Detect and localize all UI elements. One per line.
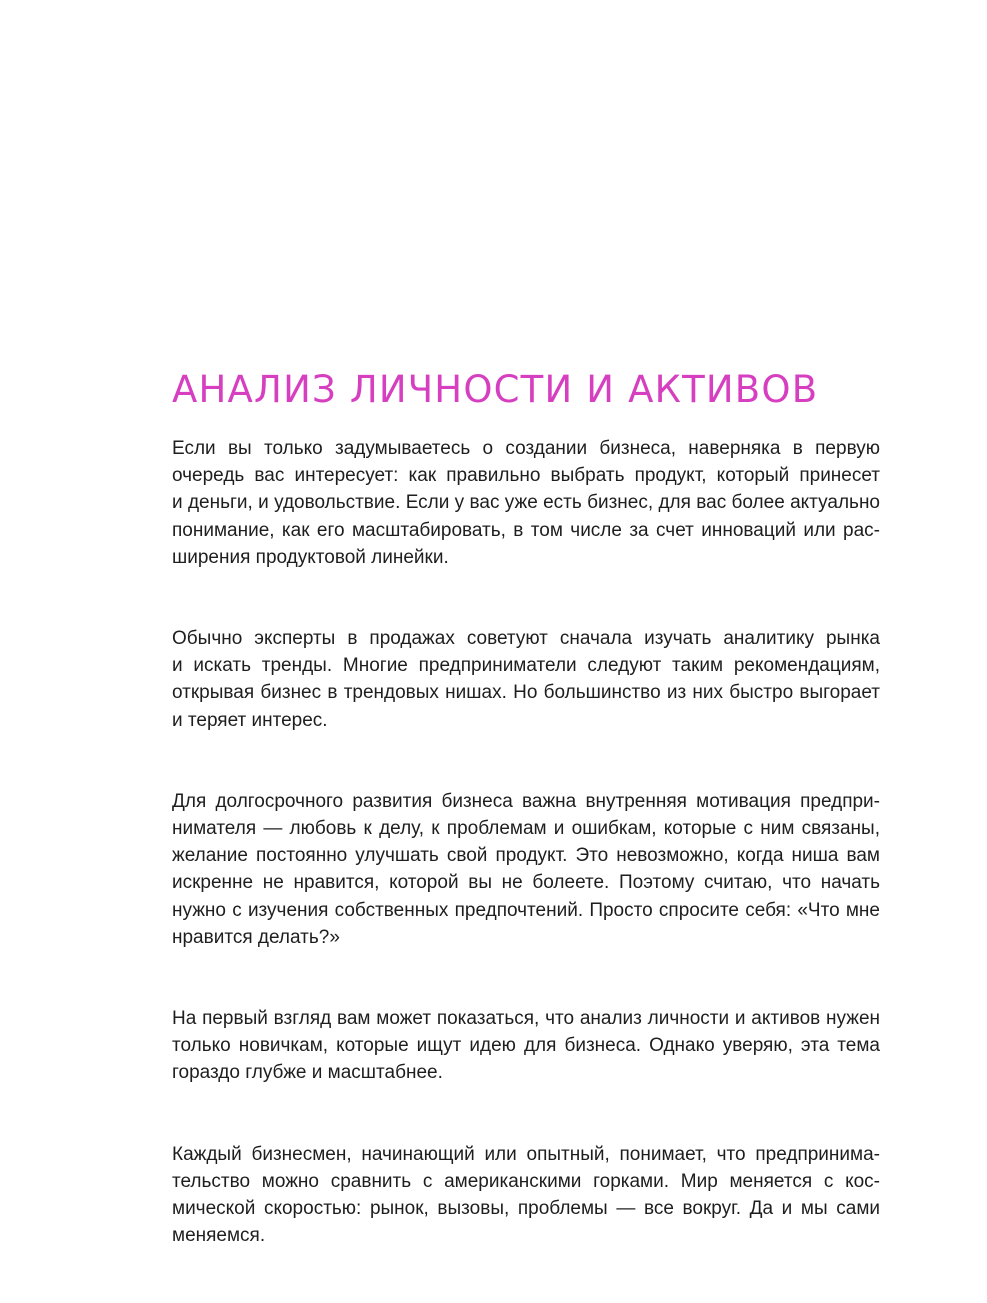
text-line: Для долгосрочного развития бизнеса важна внутренняя мотивация предпри- <box>172 790 880 812</box>
text-line: нимателя — любовь к делу, к проблемам и ошибкам, которые с ним связаны, <box>172 818 880 840</box>
text-line: нравится делать?» <box>172 926 340 948</box>
text-line: Если вы только задумываетесь о создании бизнеса, наверняка в первую <box>172 438 880 459</box>
text-line: понимание, как его масштабировать, в том числе за счет инноваций или рас- <box>172 519 880 541</box>
text-line: и теряет интерес. <box>172 709 328 731</box>
text-line: только новичкам, которые ищут идею для бизнеса. Однако уверяю, эта тема <box>172 1035 880 1057</box>
text-line: мической скоростью: рынок, вызовы, проблемы — все вокруг. Да и мы сами <box>172 1198 880 1220</box>
text-line: ширения продуктовой линейки. <box>172 546 449 568</box>
text-line: Каждый бизнесмен, начинающий или опытный, понимает, что предпринима- <box>172 1143 880 1165</box>
text-line: и деньги, и удовольствие. Если у вас уже есть бизнес, для вас более актуально <box>172 492 880 514</box>
text-line: искренне не нравится, которой вы не болеете. Поэтому считаю, что начать <box>172 872 880 894</box>
paragraph-2 <box>172 625 880 734</box>
text-line: тельство можно сравнить с американскими горками. Мир меняется с кос- <box>172 1170 880 1192</box>
text-line: нужно с изучения собственных предпочтений. Просто спросите себя: «Что мне <box>172 899 880 921</box>
text-line: На первый взгляд вам может показаться, что анализ личности и активов нужен <box>172 1008 880 1030</box>
paragraph-5 <box>172 1141 880 1250</box>
paragraph-3 <box>172 788 880 951</box>
chapter-title: АНАЛИЗ ЛИЧНОСТИ И АКТИВОВ <box>172 368 819 411</box>
text-line: Обычно эксперты в продажах советуют сначала изучать аналитику рынка <box>172 628 880 650</box>
text-line: очередь вас интересует: как правильно выбрать продукт, который принесет <box>172 465 880 487</box>
text-line: и искать тренды. Многие предприниматели следуют таким рекомендациям, <box>172 655 880 677</box>
text-line: открывая бизнес в трендовых нишах. Но большинство из них быстро выгорает <box>172 682 880 704</box>
body-text <box>172 435 880 1303</box>
text-line: гораздо глубже и масштабнее. <box>172 1062 443 1084</box>
text-line: желание постоянно улучшать свой продукт. Это невозможно, когда ниша вам <box>172 845 880 867</box>
paragraph-4 <box>172 1005 880 1087</box>
text-line: меняемся. <box>172 1225 266 1247</box>
paragraph-1 <box>172 435 880 571</box>
